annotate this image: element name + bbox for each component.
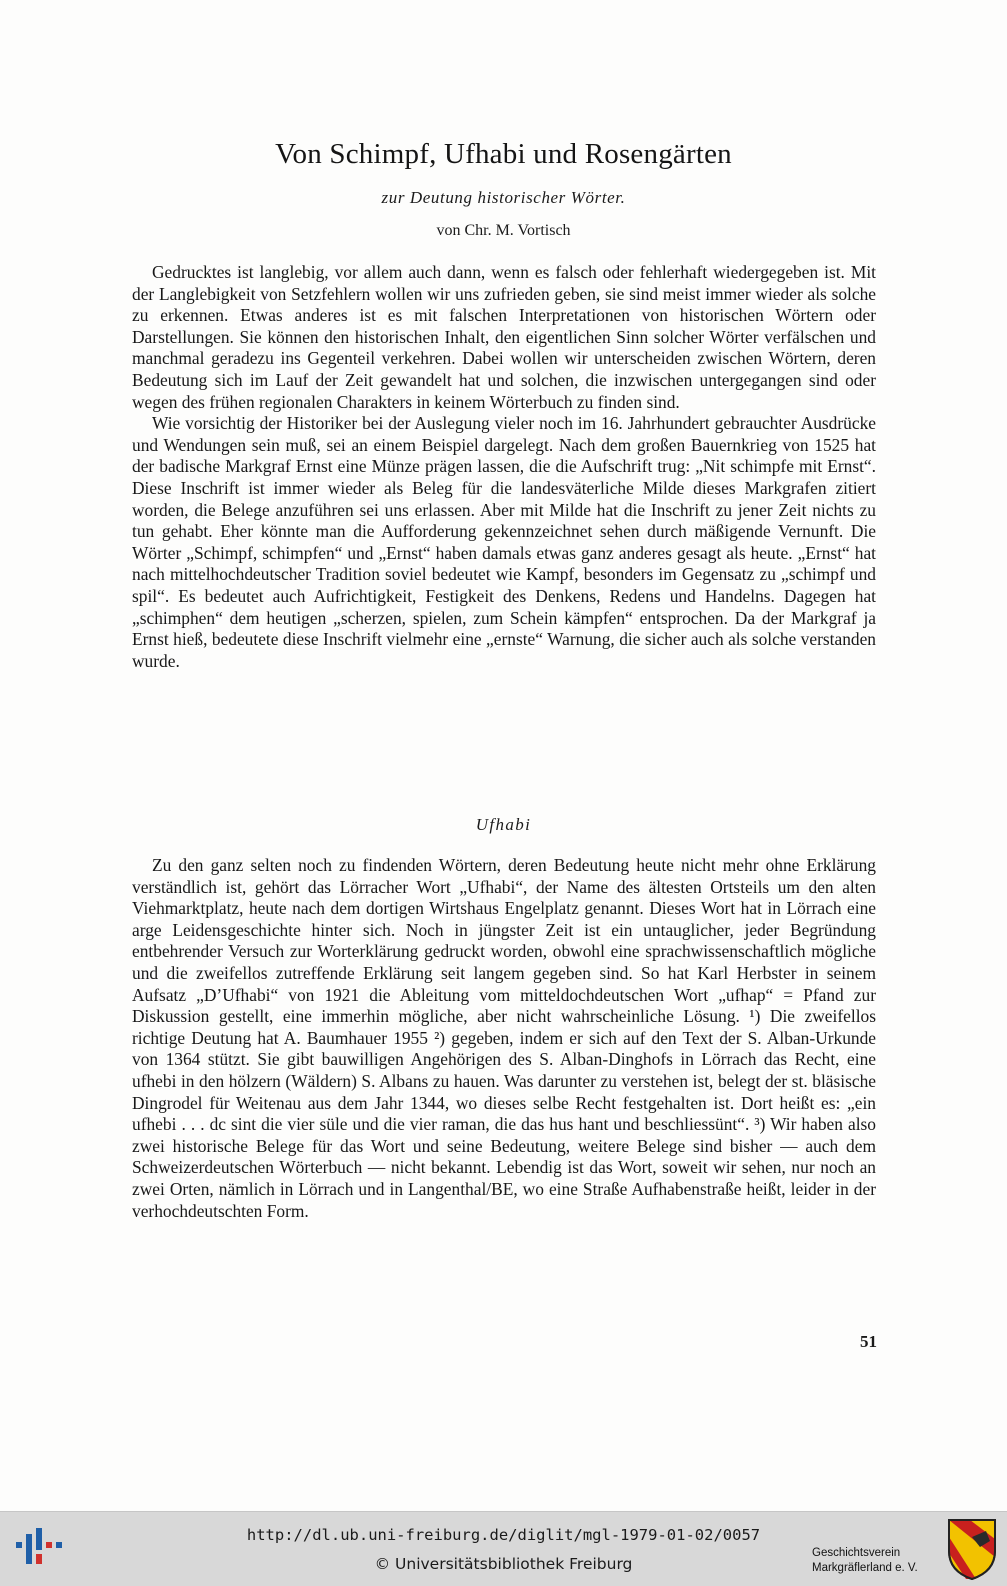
coat-of-arms-icon: [946, 1517, 998, 1581]
paragraph: Wie vorsichtig der Historiker bei der Auslegung vieler noch im 16. Jahrhundert gebrauchter Ausdrücke und Wendungen sein muß, sei an einem Beispiel dargelegt. Nach dem großen Bauernkrieg von 1525 hat der badische Markgraf Ernst eine Münze prägen lassen, die die Aufschrift trug: „Nit schimpfe mit Ernst“. Diese Inschrift ist immer wieder als Beleg für die landesväterliche Milde dieses Markgrafen zitiert worden, die Belege anzuführen sei uns erlassen. Aber mit Milde hat die Inschrift zu jener Zeit nichts zu tun gehabt. Eher könnte man die Aufforderung gekennzeichnet sehen durch mäßigende Vernunft. Die Wörter „Schimpf, schimpfen“ und „Ernst“ haben damals etwas ganz anderes gesagt als heute. „Ernst“ hat nach mittelhochdeutscher Tradition soviel bedeutet wie Kampf, besonders im Gegensatz zu „schimpf und spil“. Es bedeutet auch Aufrichtigkeit, Festigkeit des Denkens, Redens und Handelns. Dagegen hat „schimphen“ dem heutigen „scherzen, spielen, zum Schein kämpfen“ entsprochen. Da der Markgraf ja Ernst hieß, bedeutete diese Inschrift vielmehr eine „ernste“ Warnung, die sicher auch als solche verstanden wurde.: [132, 413, 876, 671]
article-author: von Chr. M. Vortisch: [436, 222, 571, 239]
section-ufhabi: [132, 855, 876, 1222]
society-name: [812, 1546, 942, 1576]
section-intro: [132, 262, 876, 672]
page-number: 51: [860, 1332, 877, 1351]
footer-bar: [0, 1511, 1007, 1586]
copyright-notice: © Universitätsbibliothek Freiburg: [374, 1555, 633, 1573]
paragraph: Gedrucktes ist langlebig, vor allem auch dann, wenn es falsch oder fehlerhaft wiedergegeben ist. Mit der Langlebigkeit von Setzfehlern wollen wir uns zufrieden geben, sie sind meist immer wieder als solche zu erkennen. Etwas anderes ist es mit falschen Interpretationen von historischen Wörtern oder Darstellungen. Sie können den historischen Inhalt, den eigentlichen Sinn solcher Wörter verfälschen und manchmal geradezu ins Gegenteil verkehren. Dabei wollen wir unterscheiden zwischen Wörtern, deren Bedeutung sich im Lauf der Zeit gewandelt hat und solchen, die inzwischen untergegangen sind oder wegen des frühen regionalen Charakters in keinem Wörterbuch zu finden sind.: [132, 262, 876, 412]
society-line-1: Geschichtsverein: [812, 1547, 901, 1559]
society-line-2: Markgräflerland e. V.: [812, 1562, 918, 1574]
article-title: Von Schimpf, Ufhabi und Rosengärten: [275, 138, 732, 170]
section-heading-ufhabi: Ufhabi: [475, 815, 532, 834]
article-subtitle: zur Deutung historischer Wörter.: [381, 188, 626, 207]
paragraph: Zu den ganz selten noch zu findenden Wörtern, deren Bedeutung heute nicht mehr ohne Erklärung verständlich ist, gehört das Lörracher Wort „Ufhabi“, der Name des ältesten Ortsteils um den alten Viehmarktplatz, heute nach dem dortigen Wirtshaus Engelplatz genannt. Dieses Wort hat in Lörrach eine arge Leidensgeschichte hinter sich. Noch in jüngster Zeit ist ein untauglicher, jeder Begründung entbehrender Versuch zur Worterklärung gedruckt worden, obwohl eine sprachwissenschaftlich mögliche und die zweifellos zutreffende Erklärung seit langem gegeben sind. So hat Karl Herbster in seinem Aufsatz „D’Ufhabi“ von 1921 die Ableitung vom mitteldochdeutschen Wort „ufhap“ = Pfand zur Diskussion gestellt, eine immerhin mögliche, aber nicht wahrscheinliche Lösung. ¹) Die zweifellos richtige Deutung hat A. Baumhauer 1955 ²) gegeben, indem er sich auf den Text der S. Alban-Urkunde von 1364 stützt. Sie gibt bauwilligen Angehörigen des S. Alban-Dinghofs in Lörrach das Recht, eine ufhebi in den hölzern (Wäldern) S. Albans zu hauen. Was darunter zu verstehen ist, belegt der st. bläsische Dingrodel für Weitenau aus dem Jahr 1344, wo dieses selbe Recht festgehalten ist. Dort heißt es: „ein ufhebi . . . dc sint die vier süle und die vier raman, die das hus hant und beschliessünt“. ³) Wir haben also zwei historische Belege für das Wort und seine Bedeutung, weitere Belege sind bisher — auch dem Schweizerdeutschen Wörterbuch — nicht bekannt. Lebendig ist das Wort, soweit wir sehen, nur noch an zwei Orten, nämlich in Lörrach und in Langenthal/BE, wo eine Straße Aufhabenstraße heißt, leider in der verhochdeutschten Form.: [132, 855, 876, 1221]
document-url-link[interactable]: http://dl.ub.uni-freiburg.de/diglit/mgl-1979-01-02/0057: [246, 1526, 761, 1544]
